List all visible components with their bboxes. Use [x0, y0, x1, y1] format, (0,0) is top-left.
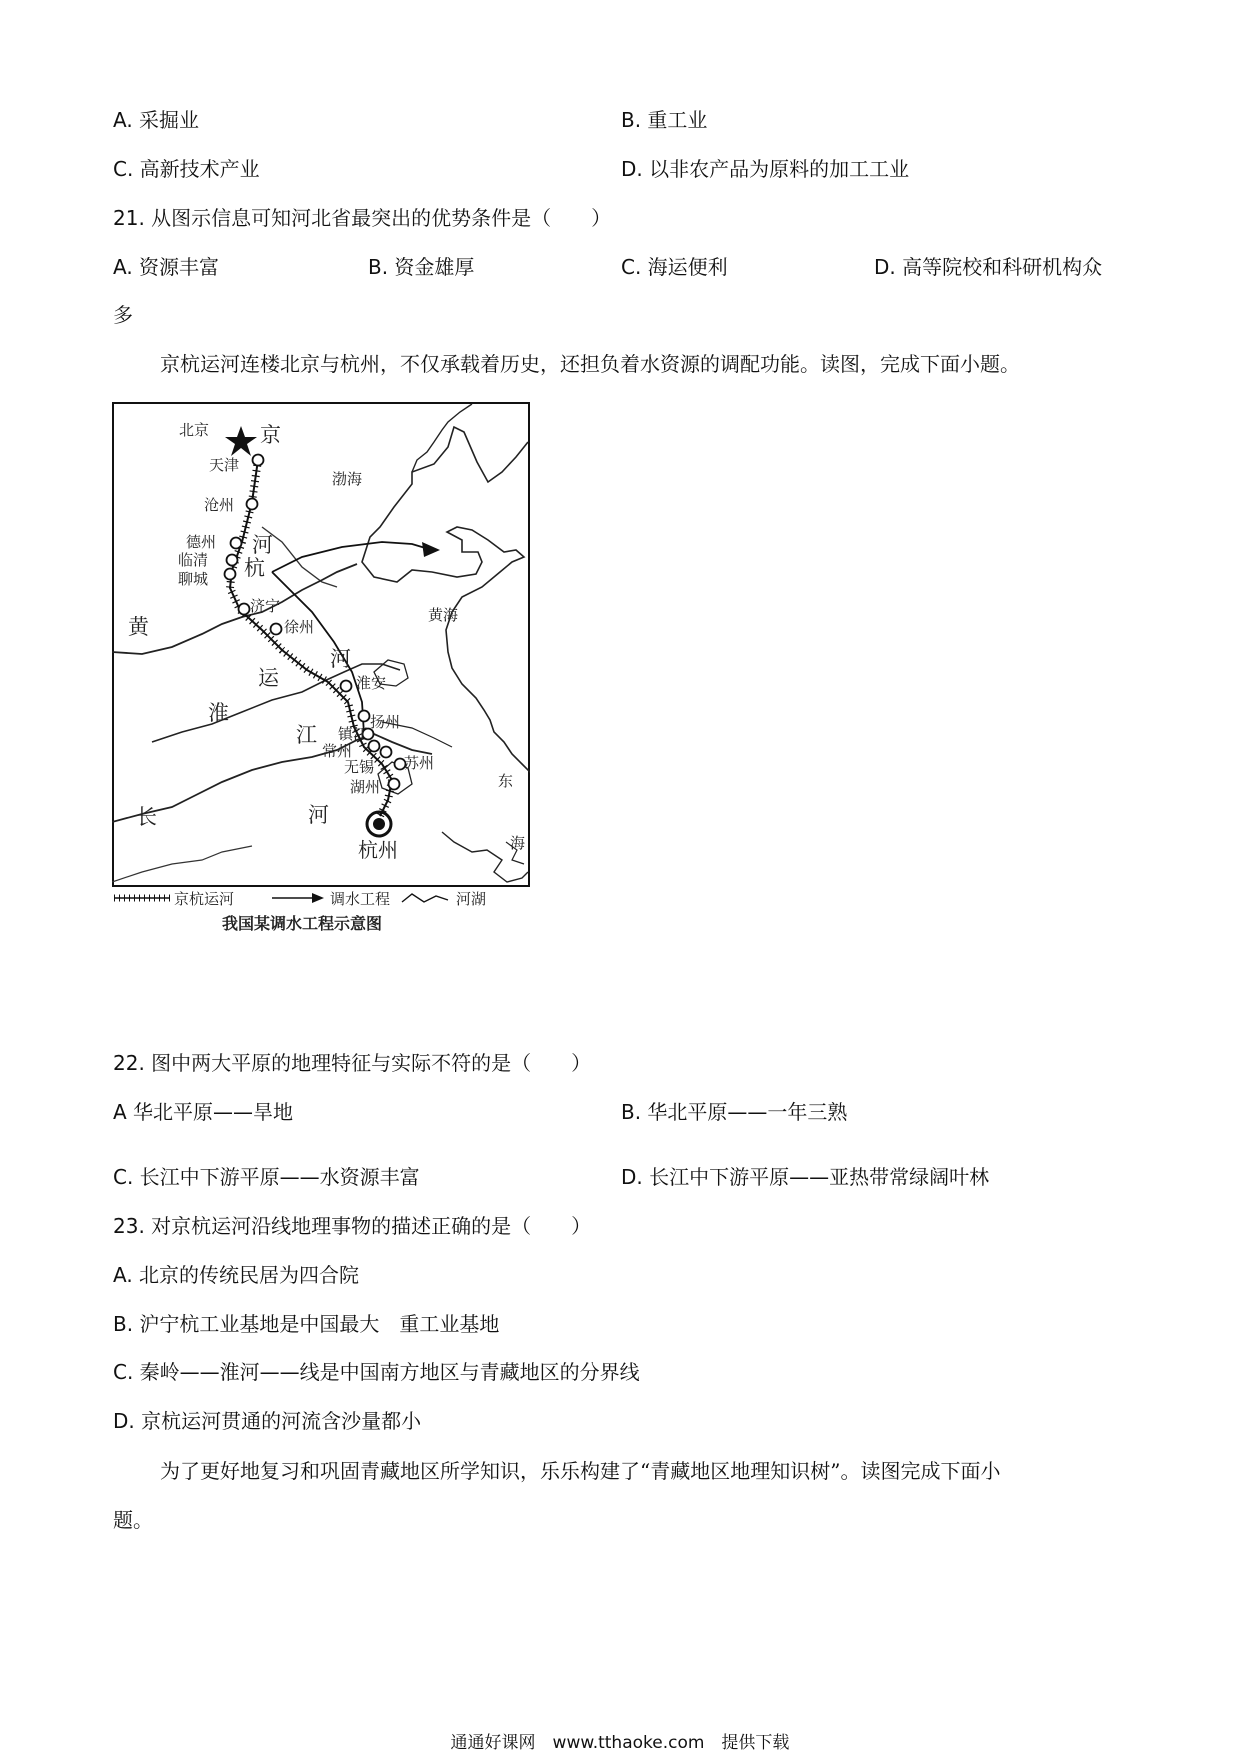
q20-option-b: B. 重工业: [621, 108, 708, 132]
city-marker-huaian: [341, 681, 352, 692]
city-label-huaian: 淮安: [356, 674, 387, 692]
city-label-xuzhou: 徐州: [284, 618, 315, 636]
q22-option-c: C. 长江中下游平原——水资源丰富: [113, 1165, 420, 1189]
city-label-changzhou: 常州: [322, 742, 353, 760]
city-label-wuxi: 无锡: [344, 758, 375, 776]
canal-char-yun: 运: [258, 666, 279, 690]
city-marker-wuxi: [381, 747, 392, 758]
q21-option-a: A. 资源丰富: [113, 255, 220, 279]
river-char-huang: 黄: [128, 615, 149, 639]
map-legend: [114, 890, 486, 908]
q21-option-d: D. 高等院校和科研机构众: [874, 255, 1103, 279]
q23-option-b: B. 沪宁杭工业基地是中国最大 重工业基地: [113, 1312, 500, 1336]
city-marker-huzhou: [389, 779, 400, 790]
river-char-he-south: 河: [308, 803, 329, 827]
river-char-jiang: 江: [296, 723, 317, 747]
city-marker-liaocheng: [225, 569, 236, 580]
q22-option-d: D. 长江中下游平原——亚热带常绿阔叶林: [621, 1165, 990, 1189]
q21-option-d-continued: 多: [113, 303, 133, 327]
city-marker-changzhou: [369, 741, 380, 752]
city-marker-linqing: [227, 555, 238, 566]
city-label-hangzhou: 杭州: [358, 838, 398, 862]
city-label-beijing: 北京: [179, 421, 210, 439]
city-label-zhenjiang: 镇江: [338, 725, 369, 743]
tibet-intro-text-continued: 题。: [113, 1508, 153, 1532]
city-marker-dezhou: [231, 538, 242, 549]
city-label-dezhou: 德州: [186, 533, 217, 551]
sea-label-huanghai: 黄海: [428, 606, 459, 624]
city-marker-cangzhou: [247, 499, 258, 510]
river-char-huai: 淮: [208, 701, 229, 725]
q23-option-a: A. 北京的传统民居为四合院: [113, 1263, 360, 1287]
water-transfer-map: [112, 402, 530, 966]
tibet-intro-text: 为了更好地复习和巩固青藏地区所学知识，乐乐构建了“青藏地区地理知识树”。读图完成下面小: [160, 1459, 1001, 1483]
map-caption: 我国某调水工程示意图: [222, 914, 383, 933]
canal-char-he: 河: [330, 647, 351, 671]
city-label-liaocheng: 聊城: [178, 570, 209, 588]
legend-canal-label: 京杭运河: [174, 890, 235, 908]
east-sea-char-hai: 海: [510, 834, 526, 852]
page-footer: 通通好课网 www.tthaoke.com 提供下载: [450, 1733, 790, 1753]
city-label-suzhou: 苏州: [404, 754, 435, 772]
city-marker-tianjin: [253, 455, 264, 466]
city-label-linqing: 临清: [178, 551, 209, 569]
canal-intro-text: 京杭运河连楼北京与杭州，不仅承载着历史，还担负着水资源的调配功能。读图，完成下面小题。: [160, 352, 1020, 376]
sea-label-bohai: 渤海: [332, 470, 363, 488]
q22-option-a: A 华北平原——旱地: [113, 1100, 294, 1124]
q21-option-b: B. 资金雄厚: [368, 255, 475, 279]
city-label-huzhou: 湖州: [350, 778, 381, 796]
q21-stem: 21. 从图示信息可知河北省最突出的优势条件是（ ）: [113, 206, 612, 230]
q21-option-c: C. 海运便利: [621, 255, 728, 279]
city-marker-xuzhou: [271, 624, 282, 635]
q23-stem: 23. 对京杭运河沿线地理事物的描述正确的是（ ）: [113, 1214, 592, 1238]
q20-option-c: C. 高新技术产业: [113, 157, 260, 181]
legend-transfer-label: 调水工程: [330, 890, 391, 908]
city-label-cangzhou: 沧州: [204, 496, 235, 514]
canal-char-jing: 京: [260, 423, 281, 447]
city-label-jining: 济宁: [250, 597, 281, 615]
city-label-tianjin: 天津: [209, 456, 240, 474]
q20-option-a: A. 采掘业: [113, 108, 200, 132]
q23-option-c: C. 秦岭——淮河——线是中国南方地区与青藏地区的分界线: [113, 1360, 640, 1384]
q20-option-d: D. 以非农产品为原料的加工工业: [621, 157, 910, 181]
east-sea-char-dong: 东: [498, 772, 514, 790]
city-marker-jining: [239, 604, 250, 615]
q22-option-b: B. 华北平原——一年三熟: [621, 1100, 848, 1124]
city-label-yangzhou: 扬州: [370, 713, 401, 731]
q22-stem: 22. 图中两大平原的地理特征与实际不符的是（ ）: [113, 1051, 592, 1075]
q23-option-d: D. 京杭运河贯通的河流含沙量都小: [113, 1409, 422, 1433]
river-char-chang: 长: [136, 805, 157, 829]
canal-char-hang: 杭: [244, 556, 265, 580]
legend-river-lake-label: 河湖: [456, 890, 487, 908]
river-char-he-north: 河: [252, 533, 273, 557]
city-marker-yangzhou: [359, 711, 370, 722]
